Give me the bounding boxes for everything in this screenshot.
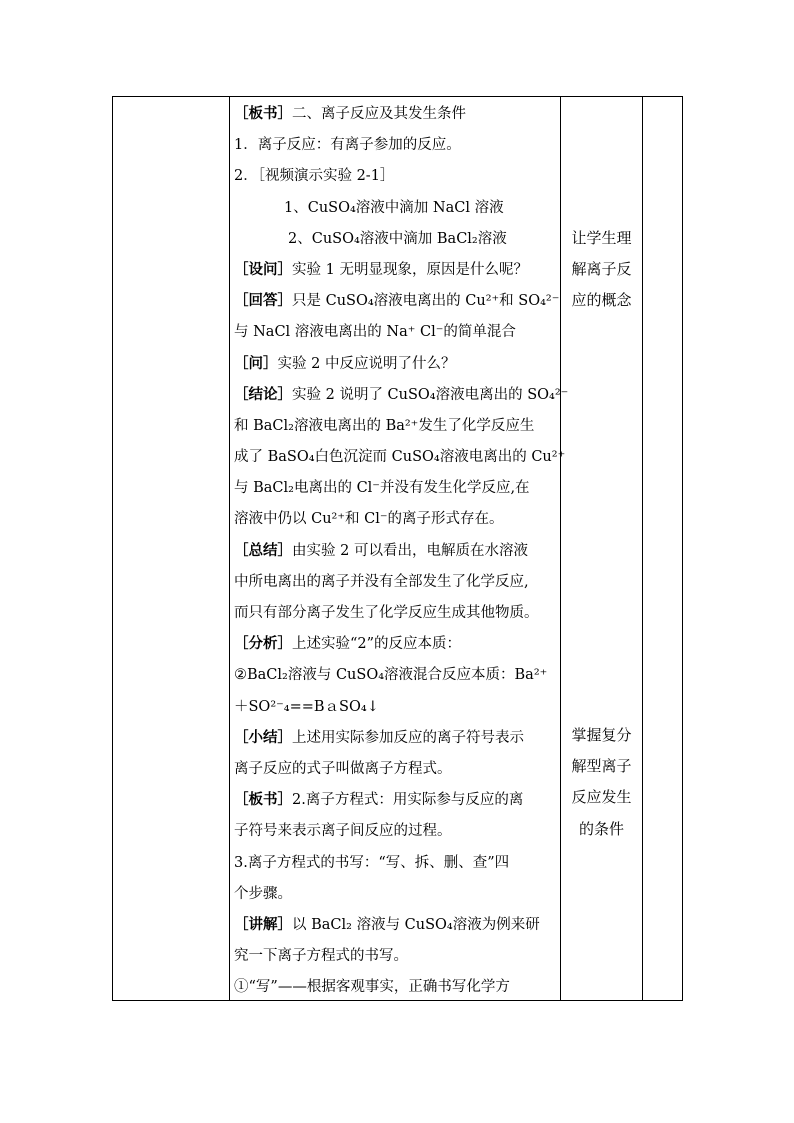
line-text: 究一下离子方程式的书写。 (234, 948, 408, 965)
content-line (234, 255, 560, 286)
line-text: 2．［视频演示实验 2-1］ (234, 168, 395, 185)
line-text: 1、CuSO₄溶液中滴加 NaCl 溶液 (284, 199, 504, 216)
content-line (234, 536, 560, 567)
line-text: 中所电离出的离子并没有全部发生了化学反应, (234, 573, 529, 590)
content-line (234, 286, 560, 317)
line-text: 上述实验“2”的反应本质： (292, 636, 462, 653)
purpose-line: 掌握复分 (571, 726, 632, 744)
content-line (234, 660, 560, 691)
line-text: 实验 2 中反应说明了什么？ (277, 355, 456, 372)
content-line (234, 411, 560, 442)
content-line (234, 723, 560, 754)
content-line (234, 349, 560, 380)
section-label: ［回答］ (234, 293, 292, 310)
blank-left-column (113, 97, 229, 1000)
line-text: 2.离子方程式：用实际参与反应的离 (292, 792, 524, 809)
content-line (234, 848, 560, 879)
purpose-line: 的条件 (578, 819, 624, 838)
purpose-line: 应的概念 (571, 291, 632, 310)
line-text: 上述用实际参加反应的离子符号表示 (292, 729, 524, 746)
content-line (234, 99, 560, 130)
section-label: ［小结］ (234, 729, 292, 746)
line-text: ①“写”——根据客观事实，正确书写化学方 (234, 979, 510, 996)
line-text: 二、离子反应及其发生条件 (292, 106, 466, 122)
content-line (234, 473, 560, 504)
purpose-line: 解离子反 (571, 260, 632, 279)
lesson-table (112, 96, 683, 1001)
purpose-line: 解型离子 (571, 757, 632, 776)
teaching-content-cell (230, 97, 569, 1000)
content-line (234, 317, 560, 348)
line-text: 实验 1 无明显现象，原因是什么呢？ (292, 261, 528, 278)
line-text: 1．离子反应：有离子参加的反应。 (234, 137, 461, 154)
line-text: 个步骤。 (234, 885, 292, 902)
section-label: ［分析］ (234, 636, 292, 653)
line-text: 3.离子方程式的书写：“写、拆、删、查”四 (234, 854, 510, 871)
line-text: 实验 2 说明了 CuSO₄溶液电离出的 SO₄²⁻ (292, 386, 569, 403)
content-line (234, 598, 560, 629)
content-line (234, 224, 560, 255)
line-text: 子符号来表示离子间反应的过程。 (234, 823, 452, 840)
purpose-line: 让学生理 (571, 229, 632, 247)
content-line (234, 629, 560, 660)
section-label: ［板书］ (234, 792, 292, 809)
line-text: ＋SO²⁻₄==BａSO₄↓ (234, 698, 379, 715)
line-text: 和 BaCl₂溶液电离出的 Ba²⁺发生了化学反应生 (234, 417, 535, 434)
design-purpose-cell (561, 97, 642, 1000)
section-label: ［讲解］ (234, 916, 292, 933)
section-label: ［总结］ (234, 542, 292, 559)
section-label: ［设问］ (234, 261, 292, 278)
content-line (234, 130, 560, 161)
blank-right-column (643, 97, 684, 1000)
section-label: ［板书］ (234, 106, 292, 122)
content-line (234, 785, 560, 816)
content-line (234, 941, 560, 972)
content-line (234, 910, 560, 941)
line-text: ②BaCl₂溶液与 CuSO₄溶液混合反应本质：Ba²⁺ (234, 667, 548, 684)
line-text: 与 BaCl₂电离出的 Cl⁻并没有发生化学反应,在 (234, 480, 530, 497)
line-text: 2、CuSO₄溶液中滴加 BaCl₂溶液 (288, 230, 507, 247)
purpose-block-concept (561, 223, 642, 317)
line-text: 成了 BaSO₄白色沉淀而 CuSO₄溶液电离出的 Cu²⁺ (234, 449, 566, 466)
content-line (234, 879, 560, 910)
purpose-line: 反应发生 (571, 788, 632, 807)
content-line (234, 161, 560, 192)
line-text: 以 BaCl₂ 溶液与 CuSO₄溶液为例来研 (292, 916, 540, 933)
content-line (234, 567, 560, 598)
content-line (234, 442, 566, 473)
content-line (234, 754, 560, 785)
line-text: 与 NaCl 溶液电离出的 Na⁺ Cl⁻的简单混合 (234, 324, 516, 341)
content-line (234, 972, 560, 1003)
content-line (234, 380, 569, 411)
line-text: 离子反应的式子叫做离子方程式。 (234, 760, 452, 777)
line-text: 只是 CuSO₄溶液电离出的 Cu²⁺和 SO₄²⁻ (292, 293, 560, 310)
content-line (234, 816, 560, 847)
content-line (234, 504, 560, 535)
section-label: ［结论］ (234, 386, 292, 403)
line-text: 由实验 2 可以看出，电解质在水溶液 (292, 542, 528, 559)
section-label: ［问］ (234, 355, 278, 372)
content-line (234, 692, 560, 723)
purpose-block-conditions (561, 720, 642, 845)
content-line (234, 193, 560, 224)
line-text: 溶液中仍以 Cu²⁺和 Cl⁻的离子形式存在。 (234, 511, 504, 528)
line-text: 而只有部分离子发生了化学反应生成其他物质。 (234, 605, 539, 621)
